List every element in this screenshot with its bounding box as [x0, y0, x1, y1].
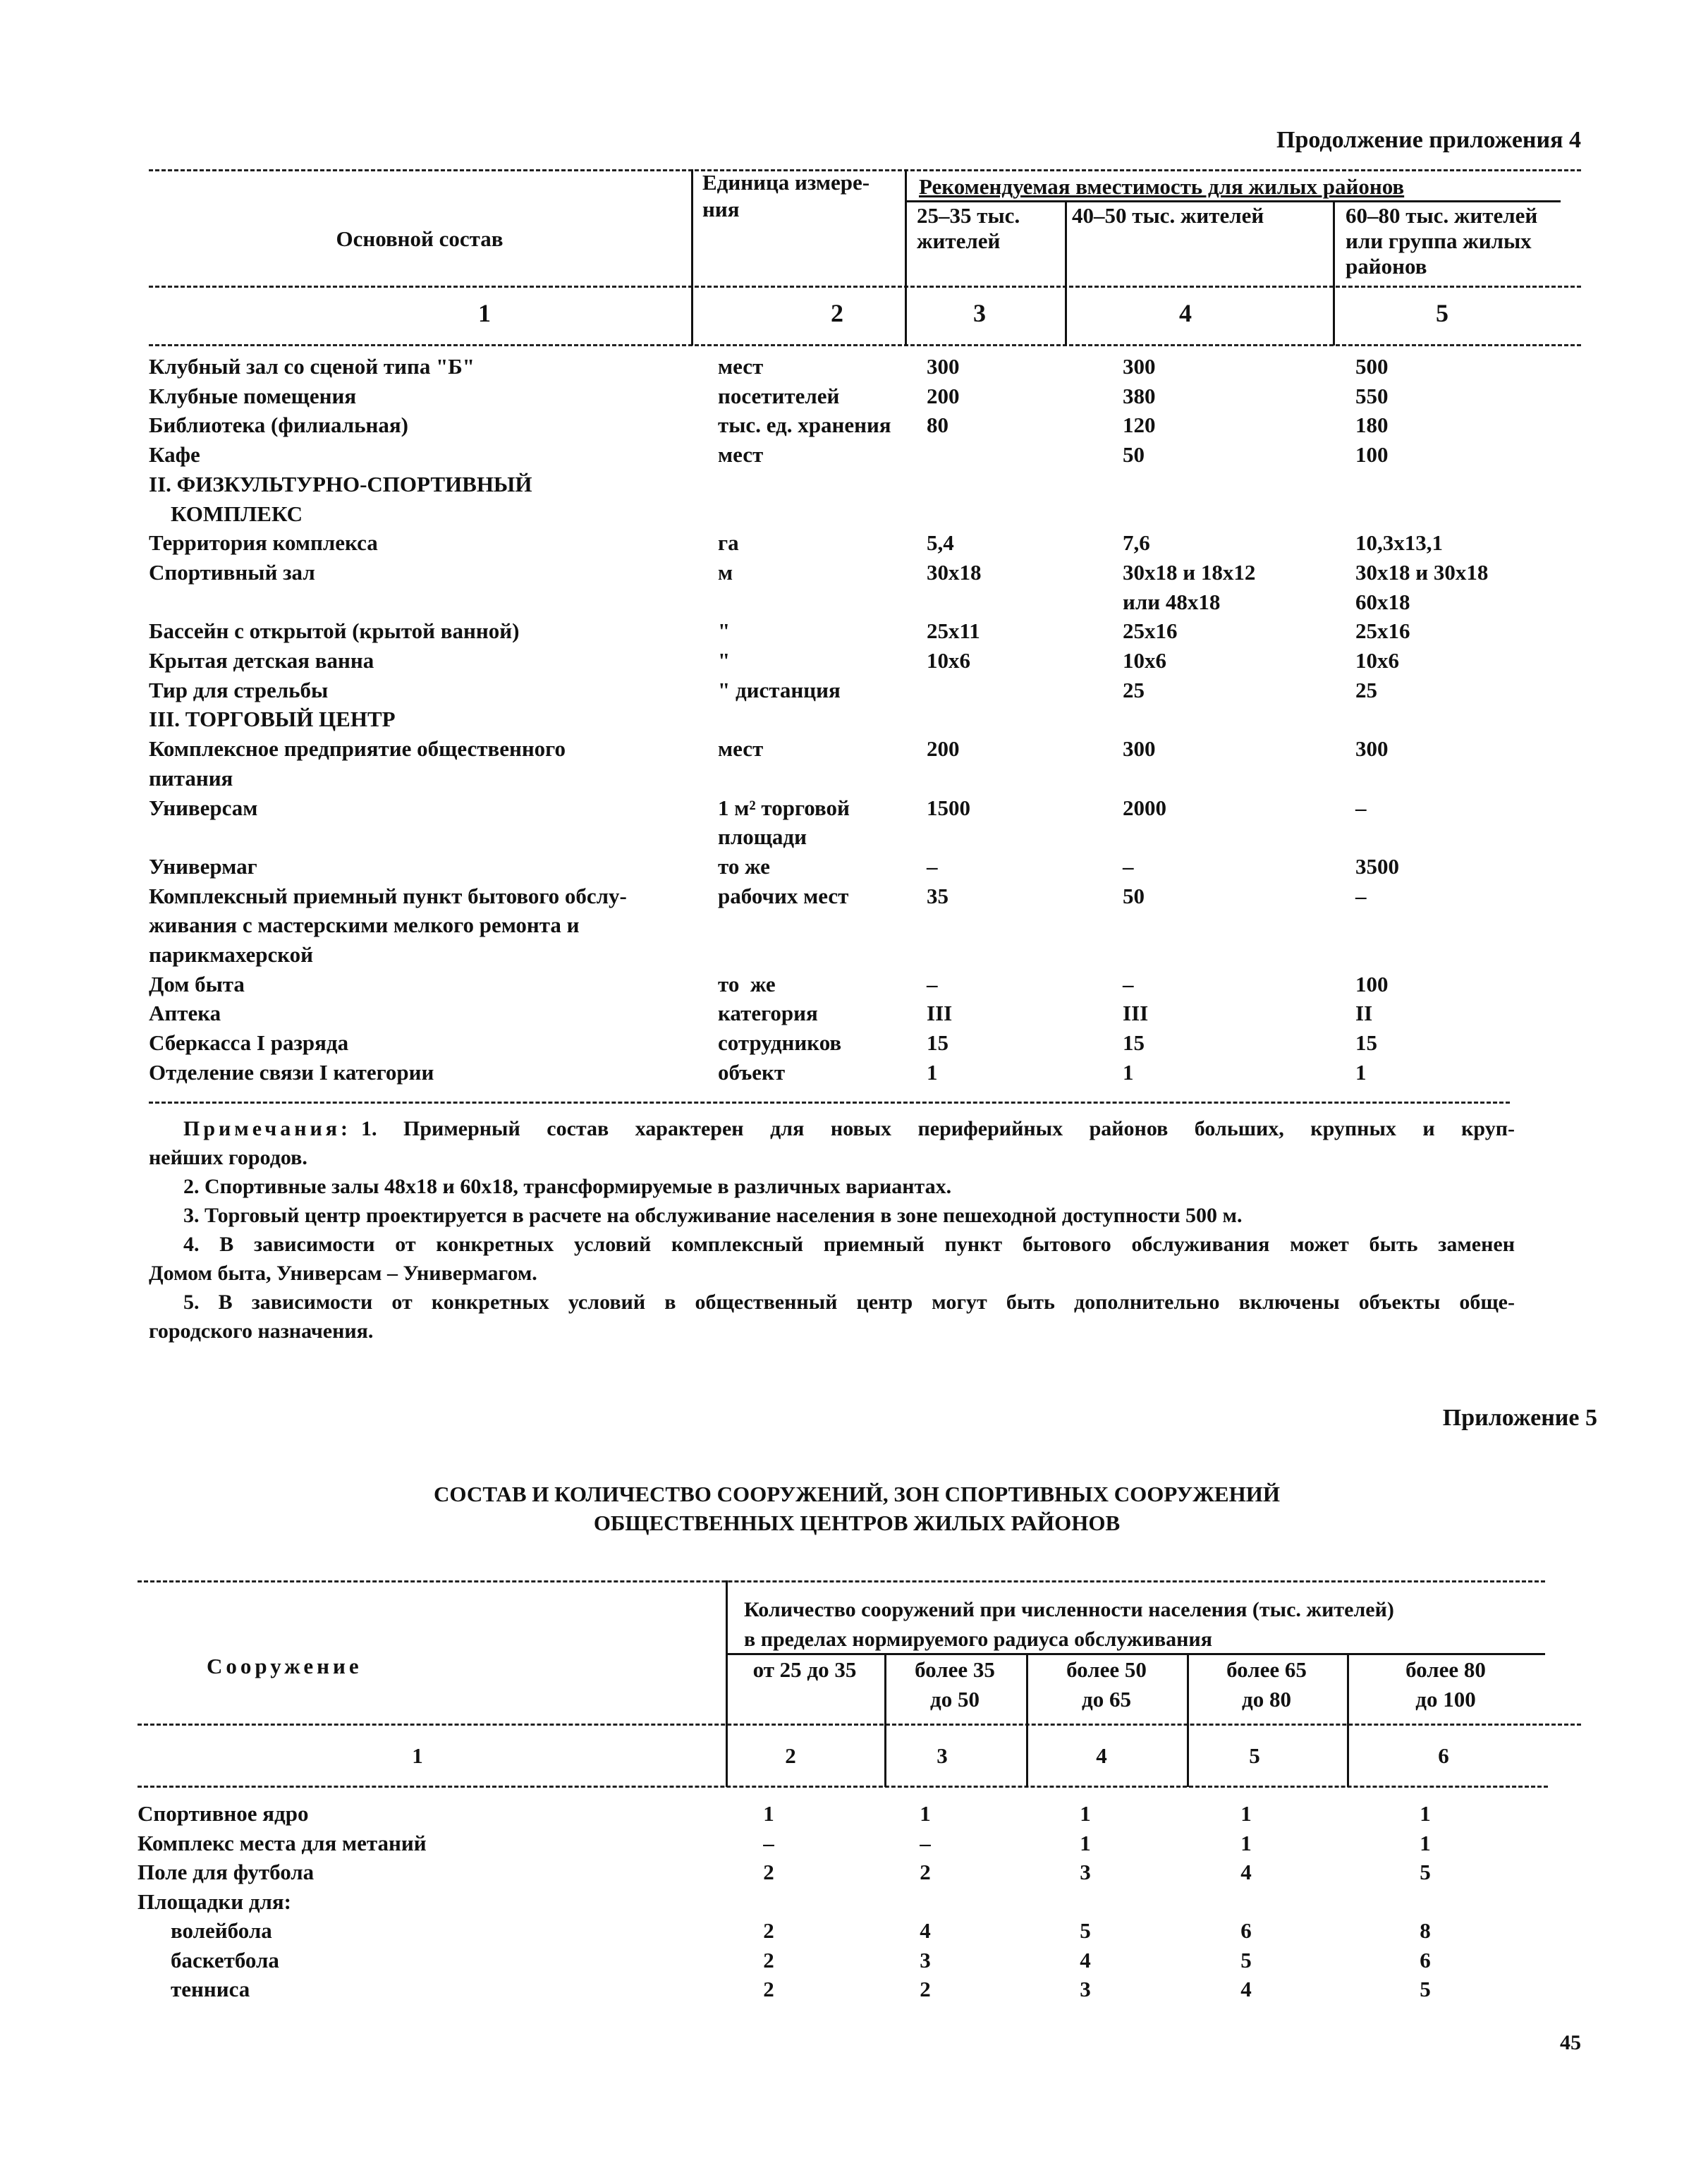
- row-value: 5,4: [927, 530, 954, 556]
- note-line: 1. Примерный состав характерен для новых периферийных районов больших, крупных и круп-: [361, 1117, 1515, 1140]
- row-name: Комплексное предприятие общественного питания: [149, 736, 566, 791]
- row-value: 1: [1080, 1830, 1091, 1855]
- header-sub: более 50 до 65: [1066, 1657, 1147, 1712]
- row-value: 10x6: [927, 648, 970, 673]
- row-value: 4: [1240, 1860, 1252, 1884]
- row-value: 100: [1355, 971, 1389, 996]
- row-name: тенниса: [171, 1977, 250, 2001]
- divider: [138, 1786, 1548, 1788]
- row-value: 15: [1355, 1030, 1377, 1056]
- row-unit: мест: [718, 442, 764, 468]
- divider: [138, 1724, 1581, 1726]
- row-name: Универсам: [149, 795, 258, 820]
- row-value: 500: [1355, 354, 1389, 379]
- divider: [149, 344, 1581, 346]
- row-value: 200: [927, 383, 960, 408]
- row-value: 10x6: [1355, 648, 1399, 673]
- row-value: 3500: [1355, 853, 1399, 879]
- row-name: Дом быта: [149, 971, 245, 996]
- row-name: Отделение связи I категории: [149, 1059, 434, 1085]
- row-value: 300: [1355, 736, 1389, 762]
- header-40-50: 40–50 тыс. жителей: [1072, 203, 1264, 228]
- divider: [1347, 1653, 1349, 1787]
- note-line: 2. Спортивные залы 48x18 и 60x18, трансформируемые в различных вариантах.: [183, 1175, 952, 1198]
- divider: [884, 1653, 886, 1787]
- row-value: 25: [1355, 677, 1377, 702]
- row-value: 50: [1123, 442, 1145, 468]
- row-value: 1: [1080, 1801, 1091, 1826]
- row-value: III: [1123, 1001, 1149, 1026]
- row-value: 2000: [1123, 795, 1166, 820]
- appendix-label: Приложение 5: [1442, 1405, 1597, 1431]
- notes-label: Примечания:: [183, 1117, 352, 1140]
- row-value: 7,6: [1123, 530, 1150, 556]
- row-unit: категория: [718, 1001, 818, 1026]
- row-value: 25: [1123, 677, 1145, 702]
- header-sub: более 80 до 100: [1405, 1657, 1486, 1712]
- col-number: 3: [937, 1743, 948, 1768]
- row-value: 25x16: [1123, 618, 1178, 644]
- row-value: 30x18: [927, 559, 982, 585]
- row-value: 2: [763, 1977, 774, 2001]
- row-value: 1: [1123, 1059, 1134, 1085]
- col-number: 4: [1179, 299, 1192, 327]
- row-unit: 1 м² торговой площади: [718, 795, 850, 850]
- appendix-title: СОСТАВ И КОЛИЧЕСТВО СООРУЖЕНИЙ, ЗОН СПОРТИВНЫХ СООРУЖЕНИЙ: [434, 1482, 1280, 1506]
- row-value: 3: [920, 1947, 931, 1972]
- divider: [1187, 1653, 1189, 1787]
- row-value: 8: [1420, 1918, 1431, 1943]
- section-title: III. ТОРГОВЫЙ ЦЕНТР: [149, 707, 396, 732]
- row-value: 80: [927, 413, 948, 438]
- row-value: 1: [927, 1059, 938, 1085]
- row-name: волейбола: [171, 1918, 272, 1943]
- col-number: 5: [1249, 1743, 1260, 1768]
- row-value: –: [927, 971, 938, 996]
- row-value: 1: [1240, 1801, 1252, 1826]
- row-name: Крытая детская ванна: [149, 648, 374, 673]
- row-value: 15: [927, 1030, 948, 1056]
- row-value: 5: [1240, 1947, 1252, 1972]
- row-value: –: [1355, 795, 1367, 820]
- row-value: 1: [1240, 1830, 1252, 1855]
- row-value: –: [920, 1830, 931, 1855]
- col-number: 2: [785, 1743, 796, 1768]
- header-25-35: 25–35 тыс. жителей: [917, 203, 1020, 253]
- page-header: Продолжение приложения 4: [1276, 127, 1581, 153]
- header-sub: более 65 до 80: [1226, 1657, 1307, 1712]
- row-unit: мест: [718, 736, 764, 762]
- row-value: 380: [1123, 383, 1156, 408]
- col-number: 3: [973, 299, 986, 327]
- header-main-composition: Основной состав: [336, 226, 504, 251]
- row-name: Кафе: [149, 442, 200, 468]
- divider: [1026, 1653, 1028, 1787]
- row-unit: тыс. ед. хранения: [718, 413, 891, 438]
- row-unit: " дистанция: [718, 677, 841, 702]
- row-value: 5: [1080, 1918, 1091, 1943]
- divider: [138, 1580, 1545, 1582]
- row-unit: объект: [718, 1059, 786, 1085]
- row-name: Универмаг: [149, 853, 257, 879]
- row-unit: ": [718, 618, 731, 644]
- row-value: 2: [763, 1947, 774, 1972]
- divider: [726, 1580, 728, 1787]
- row-value: 300: [927, 354, 960, 379]
- row-value: 200: [927, 736, 960, 762]
- row-value: 1500: [927, 795, 970, 820]
- row-value: –: [927, 853, 938, 879]
- row-value: 300: [1123, 736, 1156, 762]
- divider: [905, 169, 907, 346]
- row-unit: ": [718, 648, 731, 673]
- row-unit: мест: [718, 354, 764, 379]
- row-value: 15: [1123, 1030, 1145, 1056]
- row-name: Поле для футбола: [138, 1860, 315, 1884]
- row-name: Площадки для:: [138, 1889, 291, 1914]
- note-line: городского назначения.: [149, 1319, 374, 1343]
- row-name: Тир для стрельбы: [149, 677, 329, 702]
- row-value: 3: [1080, 1860, 1091, 1884]
- row-name: Спортивное ядро: [138, 1801, 309, 1826]
- divider: [149, 286, 1581, 288]
- col-number: 5: [1436, 299, 1448, 327]
- row-value: 30x18 и 18x12 или 48x18: [1123, 559, 1256, 614]
- row-name: Сберкасса I разряда: [149, 1030, 349, 1056]
- header-structure: Сооружение: [207, 1654, 362, 1678]
- row-value: 1: [1420, 1801, 1431, 1826]
- row-name: Клубные помещения: [149, 383, 357, 408]
- row-value: II: [1355, 1001, 1373, 1026]
- row-unit: то же: [718, 971, 776, 996]
- row-value: 4: [1080, 1947, 1091, 1972]
- header-60-80: 60–80 тыс. жителей или группа жилых районов: [1346, 203, 1538, 279]
- header-sub: более 35 до 50: [915, 1657, 995, 1712]
- note-line: нейших городов.: [149, 1146, 307, 1169]
- row-value: 1: [763, 1801, 774, 1826]
- header-quantity: Количество сооружений при численности населения (тыс. жителей) в пределах нормируемого радиуса обслуживания: [744, 1598, 1394, 1651]
- row-value: 50: [1123, 883, 1145, 908]
- row-name: Бассейн с открытой (крытой ванной): [149, 618, 520, 644]
- row-value: 3: [1080, 1977, 1091, 2001]
- row-name: Аптека: [149, 1001, 221, 1026]
- header-recommended-capacity: Рекомендуемая вместимость для жилых районов: [919, 174, 1405, 199]
- row-unit: м: [718, 559, 733, 585]
- row-value: –: [1123, 971, 1134, 996]
- row-name: Комплексный приемный пункт бытового обслу- живания с мастерскими мелкого ремонта и парикмахерской: [149, 883, 627, 967]
- row-value: III: [927, 1001, 953, 1026]
- row-name: Комплекс места для метаний: [138, 1830, 427, 1855]
- divider: [1065, 200, 1067, 346]
- row-value: 10x6: [1123, 648, 1166, 673]
- row-value: 120: [1123, 413, 1156, 438]
- row-unit: то же: [718, 853, 770, 879]
- col-number: 2: [831, 299, 843, 327]
- row-value: 2: [920, 1860, 931, 1884]
- row-value: 25x11: [927, 618, 980, 644]
- row-name: Библиотека (филиальная): [149, 413, 408, 438]
- row-name: баскетбола: [171, 1947, 279, 1972]
- row-value: 300: [1123, 354, 1156, 379]
- row-value: 10,3x13,1: [1355, 530, 1443, 556]
- note-line: 5. В зависимости от конкретных условий в общественный центр могут быть дополнительно включены объекты обще-: [183, 1291, 1515, 1314]
- note-line: 3. Торговый центр проектируется в расчете на обслуживание населения в зоне пешеходной доступности 500 м.: [183, 1204, 1243, 1227]
- section-title: II. ФИЗКУЛЬТУРНО-СПОРТИВНЫЙ КОМПЛЕКС: [149, 471, 532, 526]
- header-sub: от 25 до 35: [752, 1657, 857, 1682]
- divider: [1333, 200, 1335, 346]
- row-name: Клубный зал со сценой типа "Б": [149, 354, 475, 379]
- row-value: 4: [920, 1918, 931, 1943]
- row-name: Спортивный зал: [149, 559, 315, 585]
- note-line: 4. В зависимости от конкретных условий комплексный приемный пункт бытового обслуживания может быть заменен: [183, 1233, 1515, 1256]
- row-unit: га: [718, 530, 739, 556]
- row-value: 6: [1420, 1947, 1431, 1972]
- header-unit: Единица измере- ния: [702, 170, 870, 221]
- row-name: Территория комплекса: [149, 530, 378, 556]
- row-value: 550: [1355, 383, 1389, 408]
- divider: [691, 169, 693, 346]
- note-line: Домом быта, Универсам – Универмагом.: [149, 1262, 537, 1285]
- col-number: 1: [478, 299, 491, 327]
- row-value: 180: [1355, 413, 1389, 438]
- row-unit: рабочих мест: [718, 883, 849, 908]
- divider: [149, 1102, 1510, 1104]
- row-value: 2: [920, 1977, 931, 2001]
- row-value: 30x18 и 30x18 60x18: [1355, 559, 1489, 614]
- row-value: 4: [1240, 1977, 1252, 2001]
- row-value: 35: [927, 883, 948, 908]
- row-value: –: [1355, 883, 1367, 908]
- row-value: –: [1123, 853, 1134, 879]
- row-unit: сотрудников: [718, 1030, 842, 1056]
- appendix-title: ОБЩЕСТВЕННЫХ ЦЕНТРОВ ЖИЛЫХ РАЙОНОВ: [593, 1511, 1121, 1535]
- col-number: 4: [1096, 1743, 1107, 1768]
- row-value: 1: [1420, 1830, 1431, 1855]
- row-value: 6: [1240, 1918, 1252, 1943]
- row-value: 1: [1355, 1059, 1367, 1085]
- page-number: 45: [1560, 2031, 1581, 2054]
- col-number: 6: [1438, 1743, 1449, 1768]
- row-value: 1: [920, 1801, 931, 1826]
- row-value: 25x16: [1355, 618, 1410, 644]
- row-value: 100: [1355, 442, 1389, 468]
- row-value: 5: [1420, 1977, 1431, 2001]
- row-value: –: [763, 1830, 774, 1855]
- col-number: 1: [412, 1743, 423, 1768]
- row-value: 2: [763, 1860, 774, 1884]
- row-value: 5: [1420, 1860, 1431, 1884]
- row-value: 2: [763, 1918, 774, 1943]
- row-unit: посетителей: [718, 383, 840, 408]
